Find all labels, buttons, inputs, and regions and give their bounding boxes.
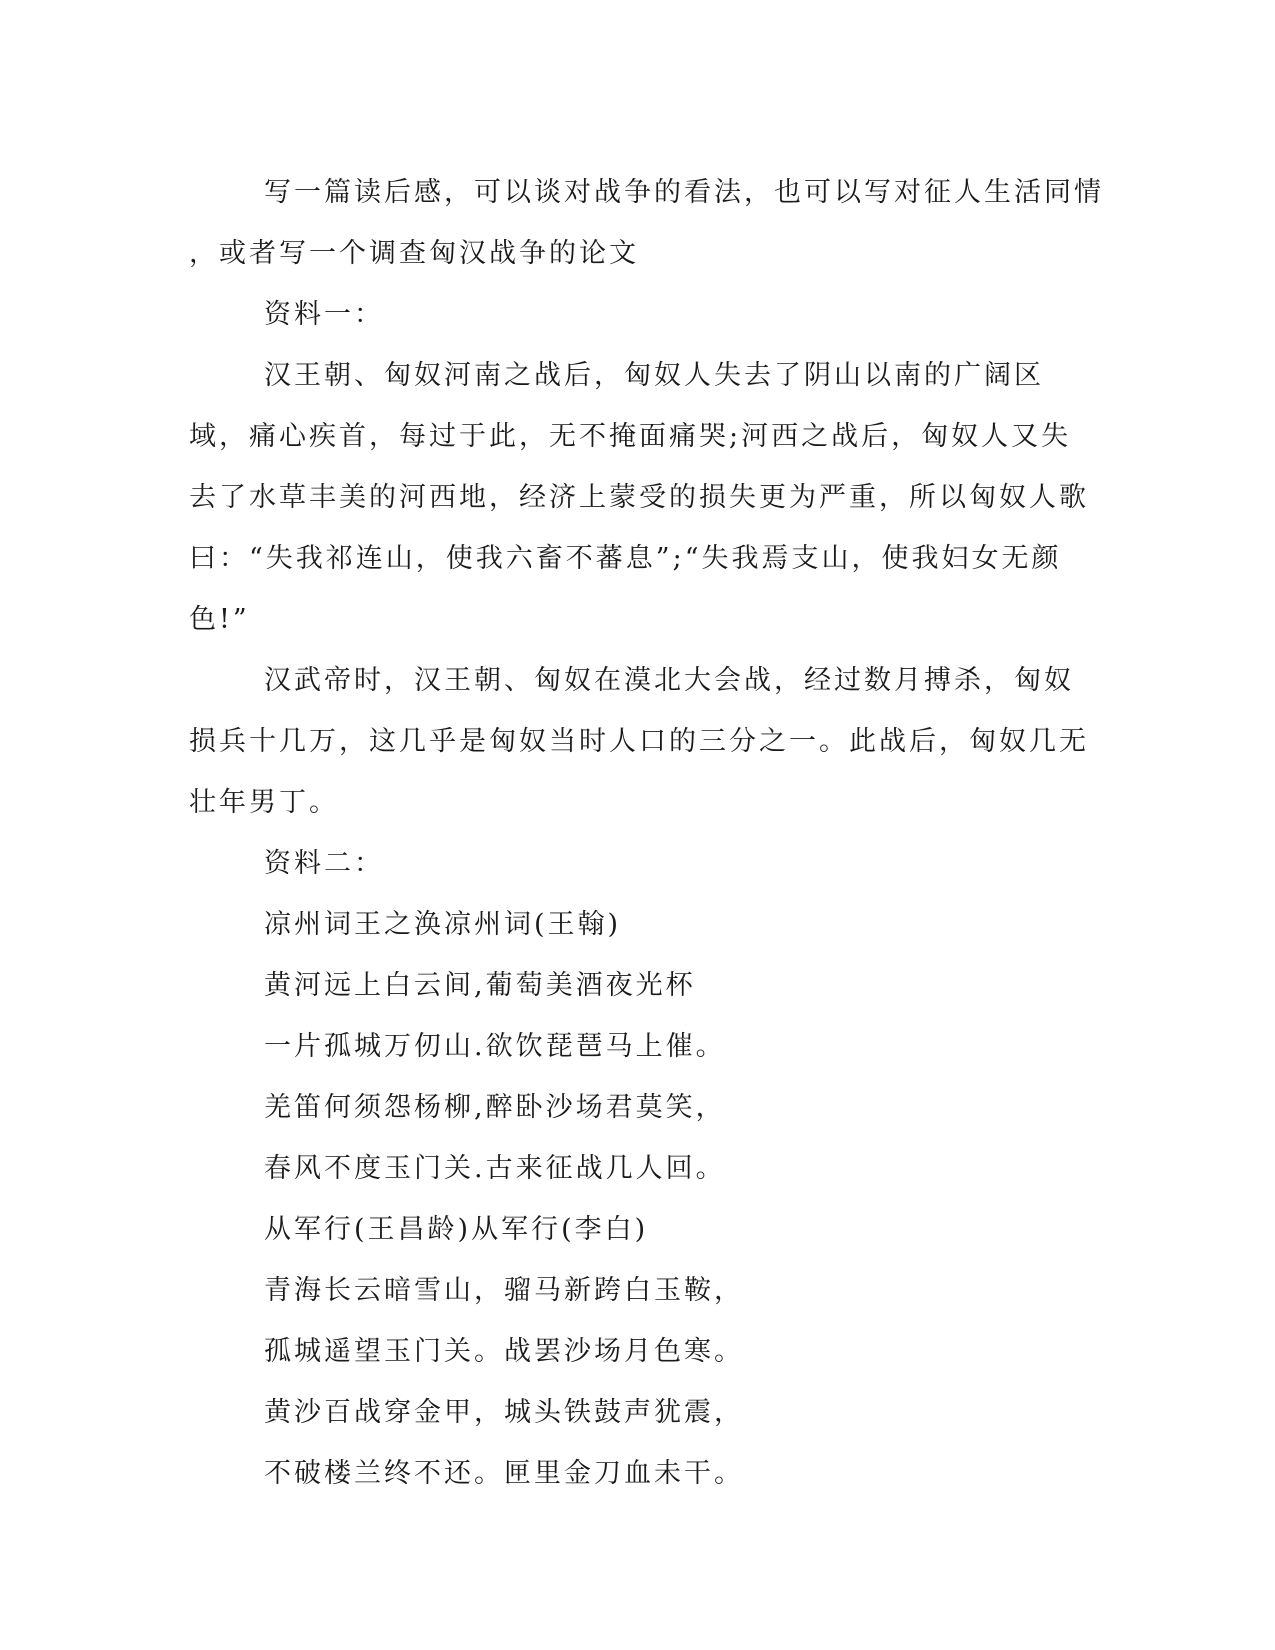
poem-line: 从军行(王昌龄)从军行(李白) xyxy=(264,1214,649,1245)
material-1-paragraph-2: 汉武帝时，汉王朝、匈奴在漠北大会战，经过数月搏杀，匈奴损兵十几万，这几乎是匈奴当时人口的三分之一。此战后，匈奴几无壮年男丁。 xyxy=(189,665,1089,818)
poem-line: 青海长云暗雪山，骝马新跨白玉鞍， xyxy=(264,1275,744,1306)
poem-line: 黄沙百战穿金甲，城头铁鼓声犹震， xyxy=(264,1397,744,1428)
material-1-paragraph-1: 汉王朝、匈奴河南之战后，匈奴人失去了阴山以南的广阔区域，痛心疾首，每过于此，无不掩面痛哭;河西之战后，匈奴人又失去了水草丰美的河西地，经济上蒙受的损失更为严重，所以匈奴人歌曰：“失我祁连山，使我六畜不蕃息”;“失我焉支山，使我妇女无颜色!” xyxy=(189,360,1089,635)
poem-line: 一片孤城万仞山.欲饮琵琶马上催。 xyxy=(264,1031,726,1062)
intro-line-1: 写一篇读后感，可以谈对战争的看法，也可以写对征人生活同情 xyxy=(264,177,1104,208)
material-2-heading: 资料二： xyxy=(264,848,384,879)
poem-line: 孤城遥望玉门关。战罢沙场月色寒。 xyxy=(264,1336,744,1367)
poem-line: 不破楼兰终不还。匣里金刀血未干。 xyxy=(264,1458,744,1489)
poem-line: 春风不度玉门关.古来征战几人回。 xyxy=(264,1153,726,1184)
material-1-heading: 资料一： xyxy=(264,299,384,330)
poem-line: 羌笛何须怨杨柳,醉卧沙场君莫笑， xyxy=(264,1092,726,1123)
intro-line-2: ，或者写一个调查匈汉战争的论文 xyxy=(189,238,639,269)
poem-line: 凉州词王之涣凉州词(王翰) xyxy=(264,909,622,940)
document-body xyxy=(189,162,1104,1504)
poem-line: 黄河远上白云间,葡萄美酒夜光杯 xyxy=(264,970,696,1001)
